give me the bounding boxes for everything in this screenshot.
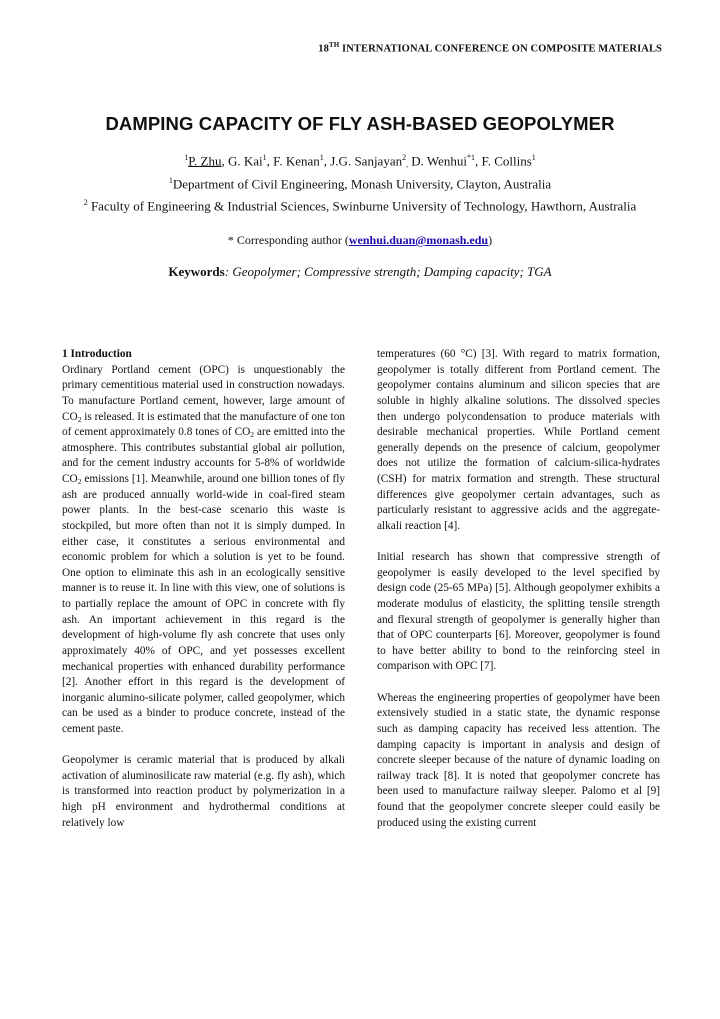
affiliation-sup: 1 [168, 176, 173, 186]
corresponding-prefix: * Corresponding author ( [227, 233, 349, 247]
author-name: P. Zhu [188, 153, 222, 169]
paragraph-text: emissions [1]. Meanwhile, around one billion tones of fly ash are produced annually world-wide in coal-fired steam power plants. In the best-case scenario this waste is stockpiled, but more often than not it is simply dumped. In either case, it constitutes a serious environmental and economic problem for which a solution is yet to be found. One option to eliminate this ash in an ecologically sensitive manner is to reuse it. In line with this view, one of solutions is to partially replace the amount of OPC in concrete with fly ash. An important achievement in this regard is the development of high-volume fly ash concrete that uses only approximately 40% of OPC, and yet possesses excellent mechanical properties with enhanced durability performance [2]. Another effort in this regard is the development of inorganic alumino-silicate polymer, called geopolymer, which can be used as a binder to produce concrete, instead of the cement paste. [62, 473, 345, 735]
left-column [62, 347, 345, 831]
corresponding-suffix: ) [488, 233, 493, 247]
author-name: D. Wenhui [407, 153, 467, 169]
affiliation-sup: 2 [83, 197, 88, 207]
right-column [377, 347, 660, 831]
section-heading: 1 Introduction [62, 348, 132, 360]
author-block [60, 149, 660, 215]
author-name: , J.G. Sanjayan [323, 153, 403, 169]
paragraph-text: Ordinary Portland cement (OPC) is unquestionably the primary cementitious material used in construction nowadays. To manufacture Portland cement, however, large amount of CO [62, 363, 345, 423]
author-sep: , [406, 160, 408, 170]
subscript: 2 [77, 477, 82, 486]
keywords-line [0, 264, 720, 280]
header-number: 18 [318, 43, 329, 55]
keywords-text: : Geopolymer; Compressive strength; Damping capacity; TGA [224, 264, 552, 279]
author-line [60, 149, 660, 172]
header-text: INTERNATIONAL CONFERENCE ON COMPOSITE MATERIALS [339, 43, 662, 55]
affiliation-1 [60, 172, 660, 193]
corresponding-author [0, 233, 720, 248]
author-name: , F. Kenan [266, 153, 320, 169]
affiliation-text: Faculty of Engineering & Industrial Sciences, Swinburne University of Technology, Hawthorn, Australia [87, 197, 637, 213]
author-name: , G. Kai [221, 153, 263, 169]
author-sup: 2 [402, 153, 407, 162]
conference-header [0, 41, 662, 55]
intro-paragraph-2: Geopolymer is ceramic material that is produced by alkali activation of aluminosilicate raw material (e.g. fly ash), which is transformed into reaction product by polymerization in a high pH environment and hydrothermal conditions at relatively low [62, 754, 345, 829]
author-sup: 1 [319, 153, 324, 162]
paper-title: DAMPING CAPACITY OF FLY ASH-BASED GEOPOLYMER [105, 113, 615, 134]
author-sup: 1 [531, 153, 536, 162]
paragraph-text: is released. It is estimated that the manufacture of one ton of cement approximately 0.8 tones of CO [62, 410, 345, 439]
subscript: 2 [250, 430, 255, 440]
intro-paragraph-1 [62, 347, 345, 738]
affiliation-2 [60, 194, 660, 215]
keywords-label: Keywords [168, 264, 225, 279]
email-link[interactable]: wenhui.duan@monash.edu [348, 233, 489, 247]
right-paragraph-2: Initial research has shown that compressive strength of geopolymer is easily developed to the level specified by design code (25-65 MPa) [5]. Although geopolymer exhibits a moderate modulus of elasticity, the splitting tensile strength and flexural strength of geopolymer is generally higher than that of OPC counterparts [6]. Moreover, geopolymer is found to have better ability to bond to the reinforcing steel in comparison with OPC [7]. [377, 551, 660, 673]
right-paragraph-1: temperatures (60 °C) [3]. With regard to matrix formation, geopolymer is totally different from Portland cement. The geopolymer contains aluminum and silicon species that are soluble in highly alkaline solutions. The dissolved species then undergo polycondensation to produce materials with desirable mechanical properties. While Portland cement generally depends on the presence of calcium, geopolymer does not utilize the formation of calcium-silica-hydrates (CSH) for matrix formation and strength. These structural differences give geopolymer certain advantages, such as particularly resistant to aggressive acids and the aggregate-alkali reaction [4]. [377, 348, 660, 532]
author-name: , F. Collins [475, 153, 532, 169]
paragraph-text: are emitted into the atmosphere. This contributes substantial global air pollution, and for the cement industry accounts for 5-8% of worldwide CO [62, 426, 346, 485]
header-superscript: TH [329, 41, 340, 49]
affiliation-text: Department of Civil Engineering, Monash University, Clayton, Australia [172, 176, 552, 192]
author-sup: *1 [467, 153, 475, 162]
right-paragraph-3: Whereas the engineering properties of geopolymer have been extensively studied in a static state, the dynamic response such as damping capacity has received less attention. The damping capacity is important in analysis and design of concrete sleeper because of the nature of dynamic loading on railway track [8]. It is noted that geopolymer concrete has been used to manufacture railway sleeper. Palomo et al [9] found that the geopolymer concrete sleeper could easily be produced using the existing current [377, 691, 660, 829]
subscript: 2 [77, 414, 82, 424]
author-sup: 1 [184, 153, 189, 162]
author-sup: 1 [262, 153, 267, 162]
